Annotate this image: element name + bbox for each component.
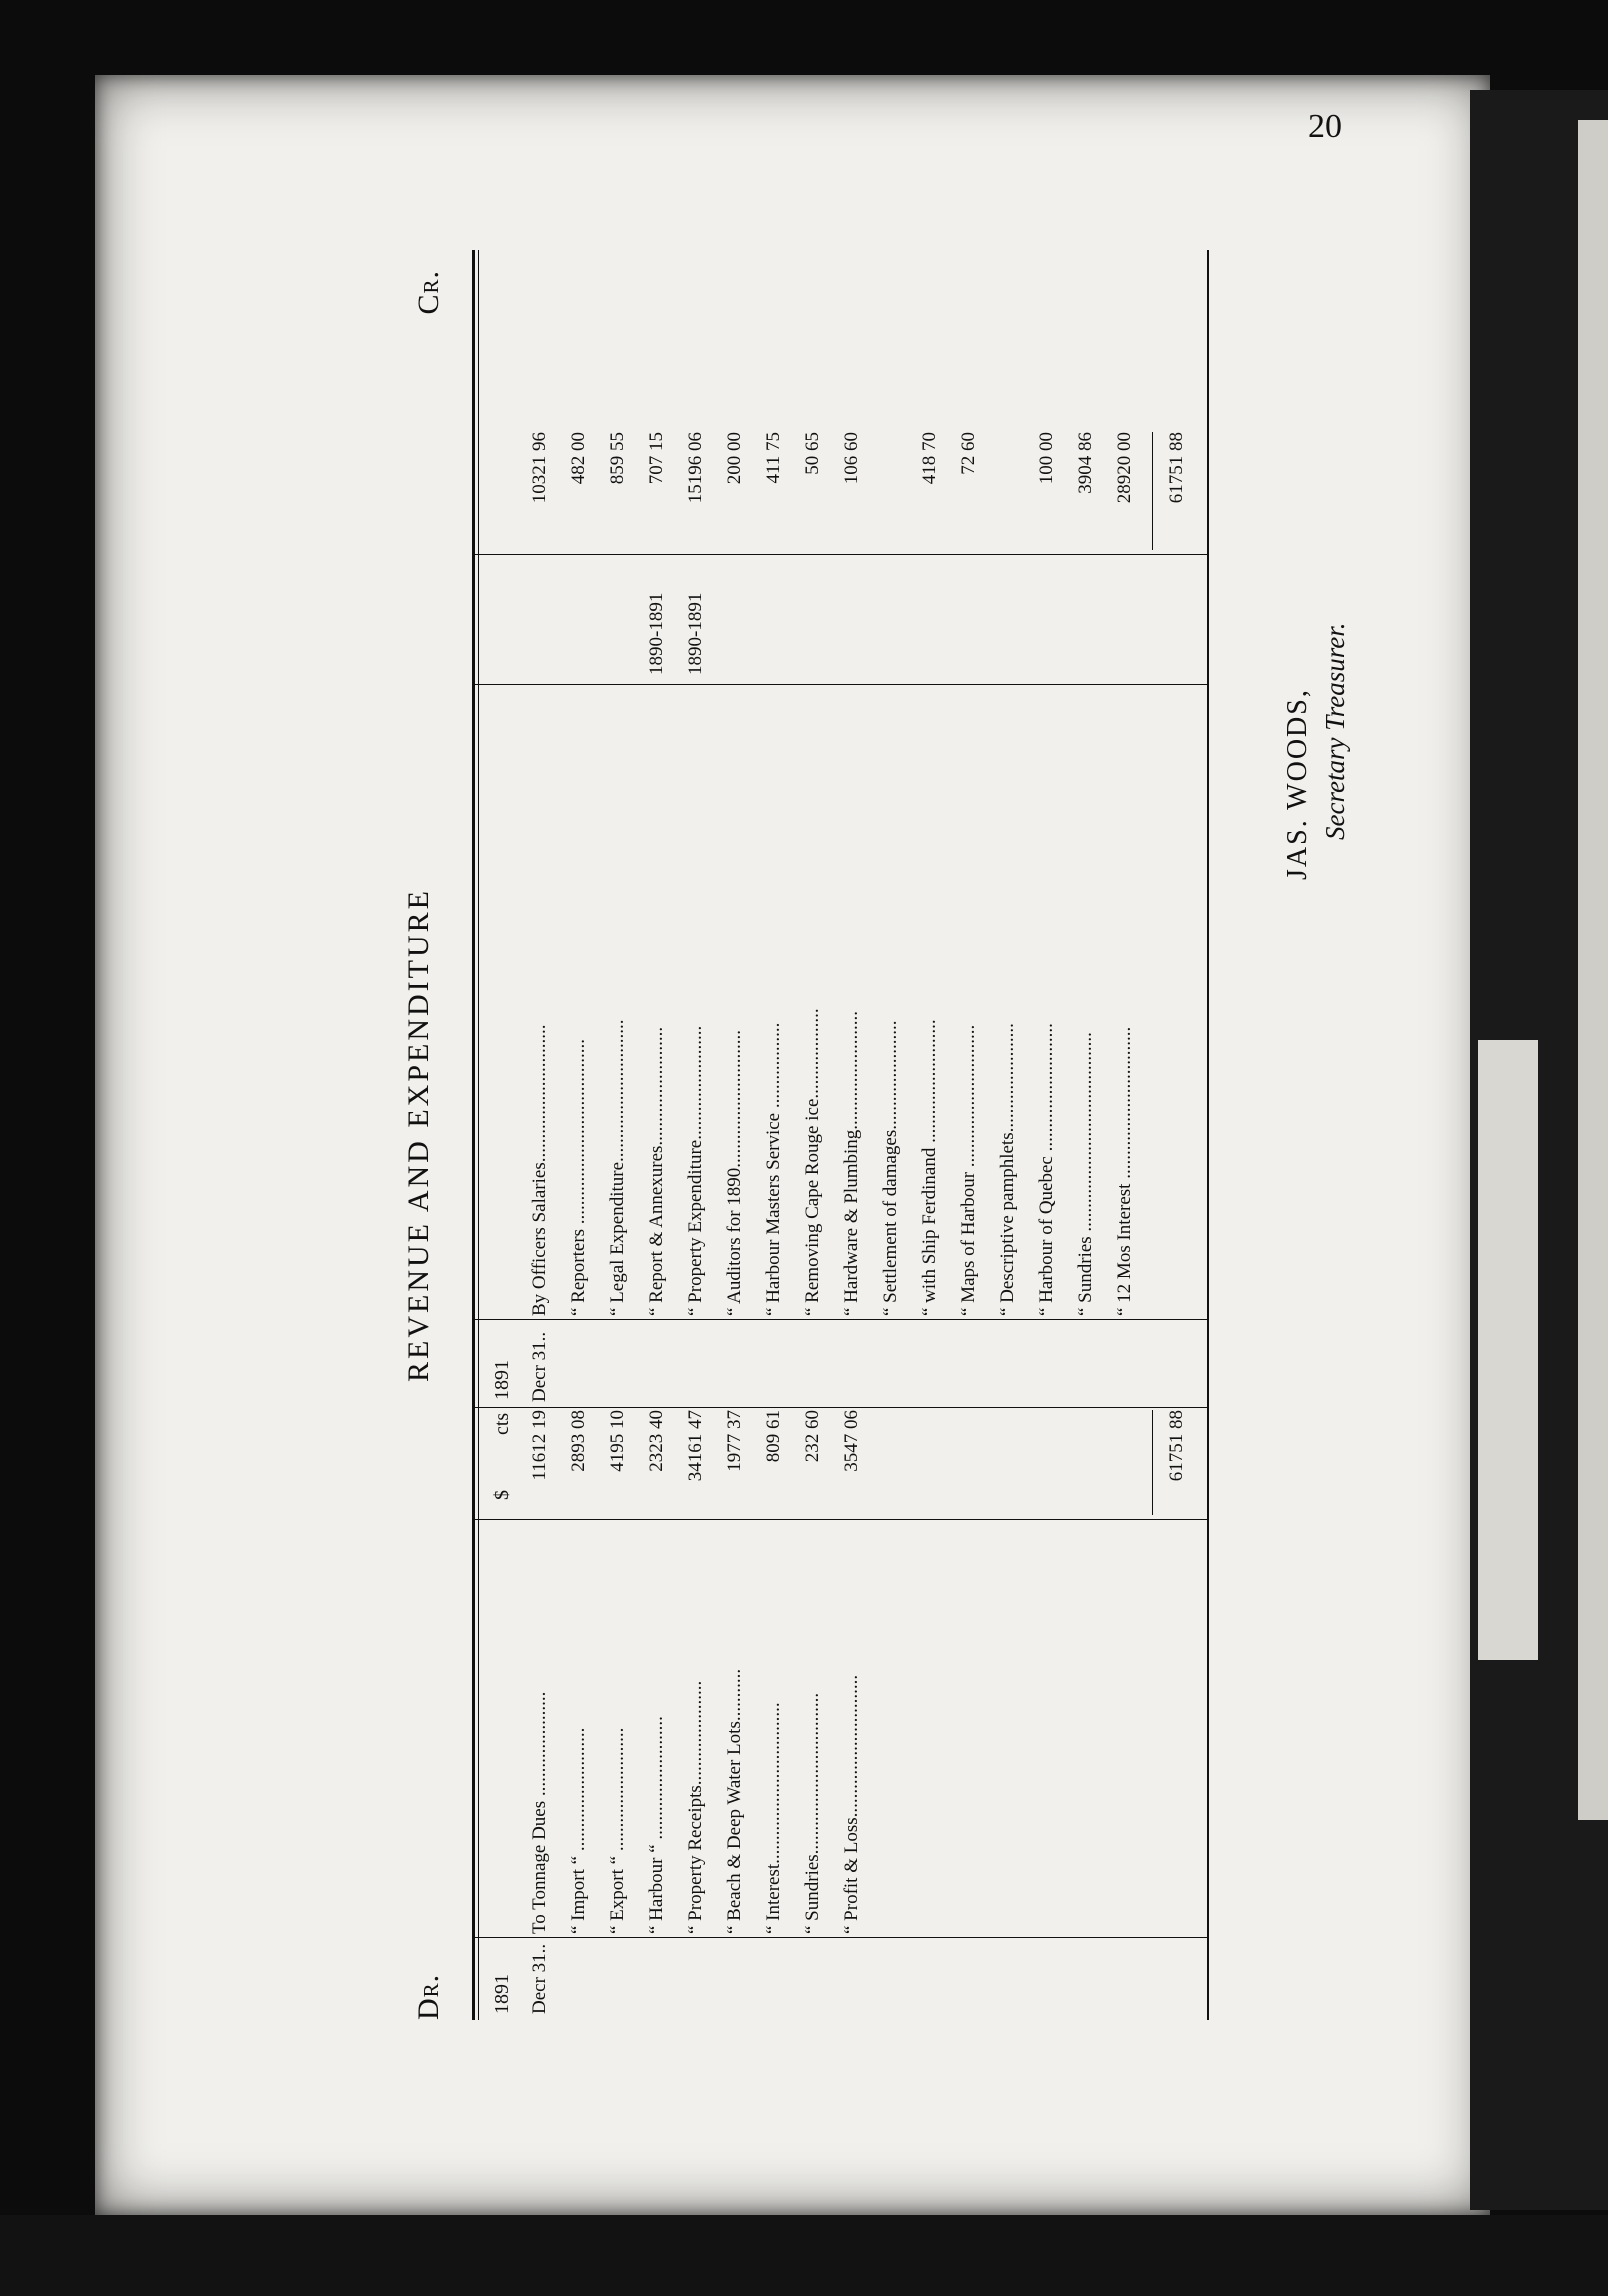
- debit-amount: 809 61: [763, 1410, 784, 1463]
- credit-label: “ Auditors for 1890.............................: [724, 1029, 745, 1316]
- column-rule: [472, 1519, 1207, 1520]
- credit-label: “ Maps of Harbour ..............................: [958, 1024, 979, 1316]
- debit-label: “ Export “ ..........................: [607, 1727, 628, 1934]
- page-number: 20: [1308, 108, 1342, 145]
- credit-label: By Officers Salaries.............................: [529, 1024, 550, 1316]
- credit-amount: 100 00: [1036, 432, 1057, 485]
- column-rule: [472, 684, 1207, 685]
- debit-label: To Tonnage Dues ......................: [529, 1691, 550, 1934]
- debit-amount: 2893 08: [568, 1410, 589, 1472]
- credit-label: “ Harbour of Quebec ...........................: [1036, 1023, 1057, 1316]
- column-rule: [472, 1937, 1207, 1938]
- dollars-header: $: [491, 1490, 513, 1500]
- cents-header: cts: [491, 1412, 513, 1435]
- credit-date: Decr 31..: [529, 1331, 550, 1402]
- credit-label: “ Hardware & Plumbing.........................: [841, 1010, 862, 1316]
- debit-amount: 11612 19: [529, 1410, 550, 1481]
- credit-amount: 707 15: [646, 432, 667, 485]
- credit-amount: 10321 96: [529, 432, 550, 504]
- debit-date: Decr 31..: [529, 1943, 550, 2014]
- credit-label: “ 12 Mos Interest ................................: [1114, 1026, 1135, 1316]
- debit-year: 1891: [491, 1974, 513, 2014]
- debit-amount: 2323 40: [646, 1410, 667, 1472]
- debit-amount: 4195 10: [607, 1410, 628, 1472]
- debit-amount: 3547 06: [841, 1410, 862, 1472]
- debit-label: “ Sundries..................................: [802, 1692, 823, 1934]
- credit-label: “ Removing Cape Rouge ice...................: [802, 1008, 823, 1316]
- debit-label: “ Property Receipts......................: [685, 1680, 706, 1934]
- credit-label: “ Harbour Masters Service ..................: [763, 1022, 784, 1316]
- debit-total-rule: [1152, 1410, 1153, 1515]
- credit-amount: 15196 06: [685, 432, 706, 504]
- credit-label: “ Sundries ..........................................: [1075, 1032, 1096, 1316]
- adjacent-page-edge: [1578, 120, 1608, 1820]
- debit-label: “ Beach & Deep Water Lots...........: [724, 1668, 745, 1934]
- credit-label: “ Descriptive pamphlets.......................: [997, 1023, 1018, 1316]
- credit-total-rule: [1152, 432, 1153, 550]
- credit-label: “ Reporters .......................................: [568, 1038, 589, 1316]
- bottom-shadow: [0, 2215, 1608, 2296]
- credit-amount: 106 60: [841, 432, 862, 485]
- top-rule-thin: [478, 250, 479, 2020]
- ledger-title: REVENUE AND EXPENDITURE: [402, 888, 435, 1382]
- signature-name: JAS. WOODS,: [1282, 688, 1313, 880]
- debit-label: “ Import “ ..........................: [568, 1727, 589, 1934]
- bottom-rule: [1207, 250, 1209, 2020]
- credit-label: “ Property Expenditure........................: [685, 1025, 706, 1316]
- credit-amount: 482 00: [568, 432, 589, 485]
- debit-heading: Dr.: [412, 1973, 445, 2020]
- signature-title: Secretary Treasurer.: [1320, 622, 1350, 840]
- ledger: [402, 250, 1352, 2020]
- debit-amount: 232 60: [802, 1410, 823, 1463]
- credit-amount: 859 55: [607, 432, 628, 485]
- credit-amount: 3904 86: [1075, 432, 1096, 494]
- credit-amount: 28920 00: [1114, 432, 1135, 504]
- credit-label: “ with Ship Ferdinand ..........................: [919, 1019, 940, 1316]
- credit-amount: 411 75: [763, 432, 784, 484]
- debit-amount: 34161 47: [685, 1410, 706, 1482]
- credit-year: 1891: [491, 1360, 513, 1400]
- credit-label: “ Report & Annexures.........................: [646, 1026, 667, 1316]
- column-rule: [472, 1407, 1207, 1408]
- debit-amount: 1977 37: [724, 1410, 745, 1472]
- credit-amount: 72 60: [958, 432, 979, 475]
- column-rule: [472, 1319, 1207, 1320]
- debit-total: 61751 88: [1166, 1410, 1187, 1482]
- credit-heading: Cr.: [412, 270, 445, 315]
- debit-label: “ Harbour “ ..........................: [646, 1716, 667, 1934]
- column-rule: [472, 554, 1207, 555]
- credit-period-note: 1890-1891: [685, 592, 706, 675]
- debit-label: “ Interest..................................: [763, 1702, 784, 1934]
- credit-amount: 50 65: [802, 432, 823, 475]
- credit-label: “ Legal Expenditure..............................: [607, 1019, 628, 1316]
- credit-amount: 200 00: [724, 432, 745, 485]
- credit-amount: 418 70: [919, 432, 940, 485]
- debit-label: “ Profit & Loss..............................: [841, 1674, 862, 1934]
- credit-total: 61751 88: [1166, 432, 1187, 504]
- credit-period-note: 1890-1891: [646, 592, 667, 675]
- top-rule: [472, 250, 475, 2020]
- adjacent-page-scrap: [1478, 1040, 1538, 1660]
- credit-label: “ Settlement of damages.......................: [880, 1020, 901, 1316]
